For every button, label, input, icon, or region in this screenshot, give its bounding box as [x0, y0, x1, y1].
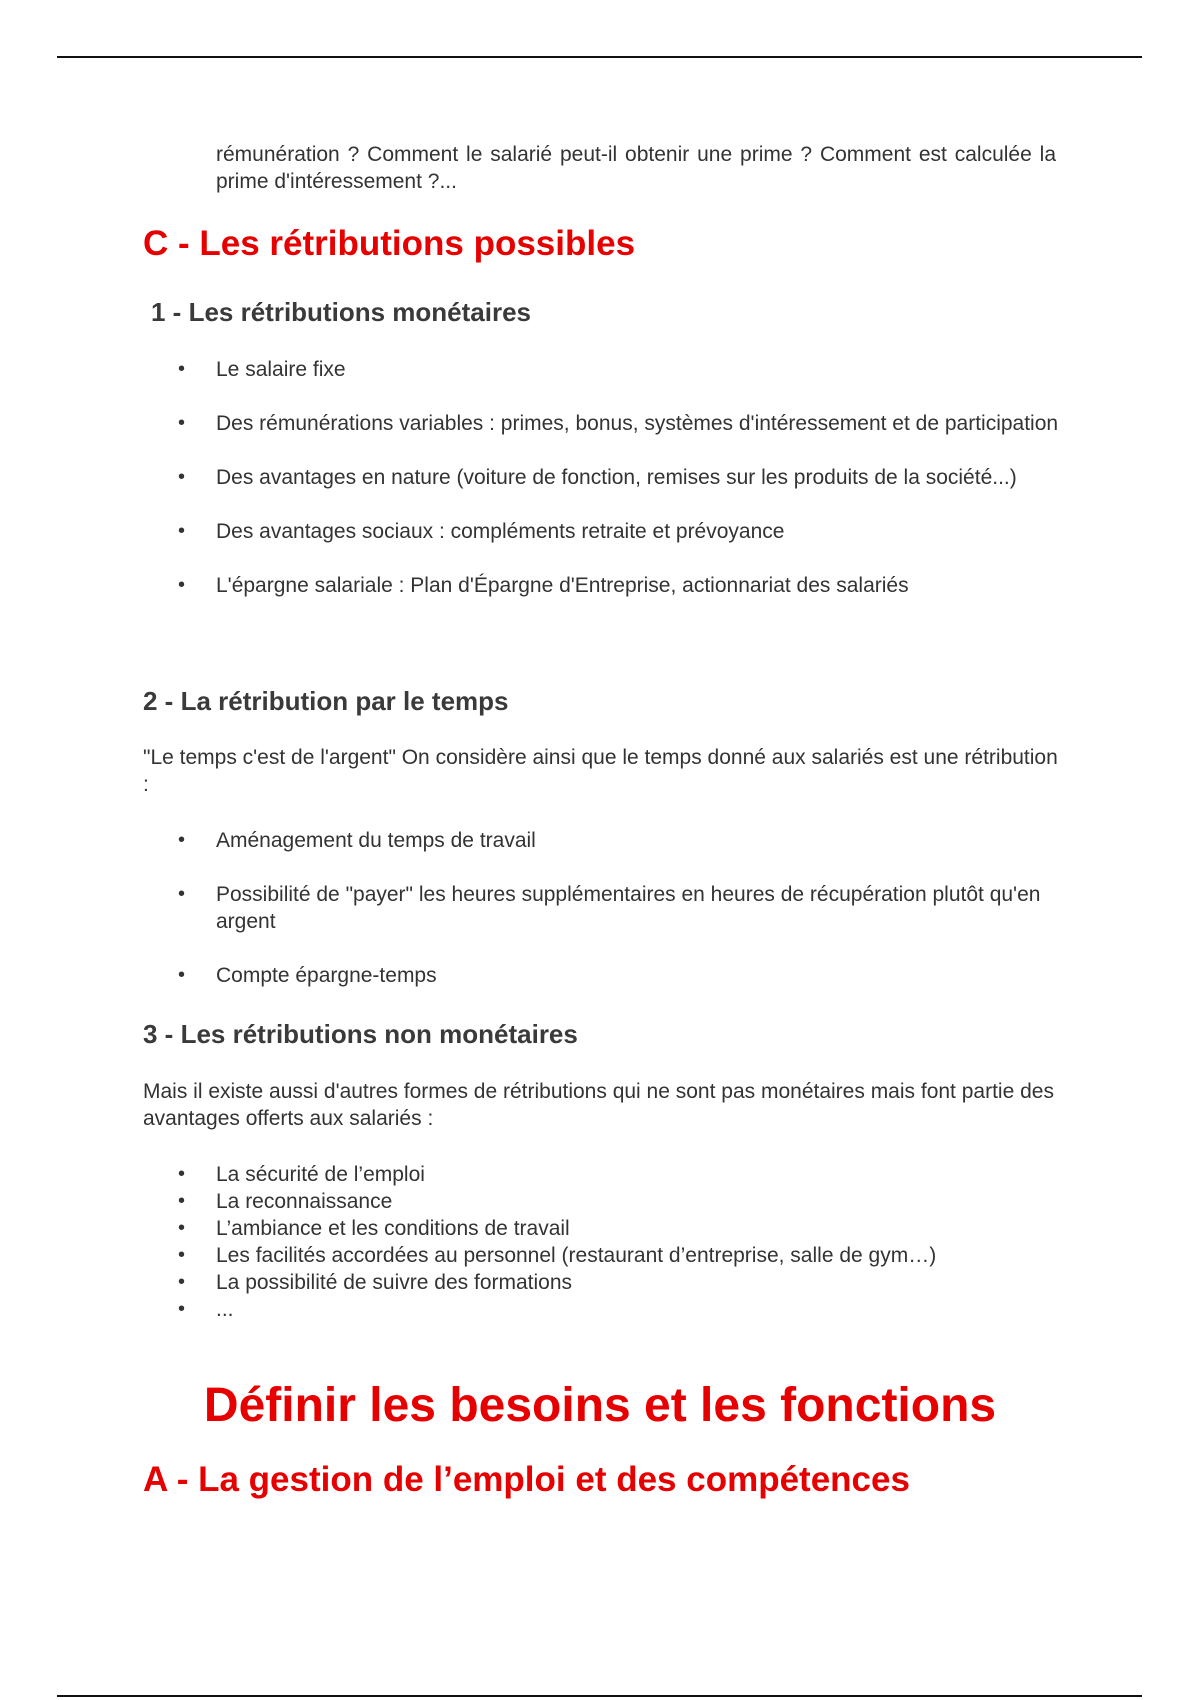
subsection-1-title: 1 - Les rétributions monétaires: [151, 297, 531, 327]
section-a-title: A - La gestion de l’emploi et des compétences: [143, 1460, 910, 1499]
list-item: • Des rémunérations variables : primes, bonus, systèmes d'intéressement et de participation: [0, 410, 1066, 437]
list-item: • Des avantages en nature (voiture de fonction, remises sur les produits de la société...): [0, 464, 1066, 491]
subsection-2-title: 2 - La rétribution par le temps: [143, 686, 509, 716]
list-item: • ...: [0, 1296, 1066, 1323]
chapter-title: Définir les besoins et les fonctions: [203, 1379, 997, 1432]
list-item: • La reconnaissance: [0, 1188, 1066, 1215]
list-item: • L’ambiance et les conditions de travail: [0, 1215, 1066, 1242]
list-item: • Aménagement du temps de travail: [0, 827, 1066, 854]
bottom-rule: [57, 1695, 1142, 1697]
non-monetary-list: [0, 1161, 1200, 1323]
list-item: • Compte épargne-temps: [0, 962, 1066, 989]
time-list: [0, 827, 1200, 1016]
list-item: • Le salaire fixe: [0, 356, 1066, 383]
top-rule: [57, 56, 1142, 58]
section-c-title: C - Les rétributions possibles: [143, 224, 636, 263]
intro-paragraph: rémunération ? Comment le salarié peut-il obtenir une prime ? Comment est calculée la prime d'intéressement ?...: [216, 143, 1056, 193]
list-item: • La possibilité de suivre des formations: [0, 1269, 1066, 1296]
list-item: • Des avantages sociaux : compléments retraite et prévoyance: [0, 518, 1066, 545]
subsection-3-title: 3 - Les rétributions non monétaires: [143, 1019, 578, 1049]
list-item: • L'épargne salariale : Plan d'Épargne d'Entreprise, actionnariat des salariés: [0, 572, 1066, 599]
list-item: • La sécurité de l’emploi: [0, 1161, 1066, 1188]
monetary-list: [0, 356, 1200, 626]
time-paragraph: "Le temps c'est de l'argent" On considère ainsi que le temps donné aux salariés est une rétribution :: [143, 746, 1058, 796]
list-item: • Les facilités accordées au personnel (restaurant d’entreprise, salle de gym…): [0, 1242, 1066, 1269]
list-item: • Possibilité de "payer" les heures supplémentaires en heures de récupération plutôt qu'en argent: [0, 881, 1066, 935]
non-monetary-paragraph: Mais il existe aussi d'autres formes de rétributions qui ne sont pas monétaires mais font partie des avantages offerts aux salariés :: [143, 1080, 1054, 1130]
